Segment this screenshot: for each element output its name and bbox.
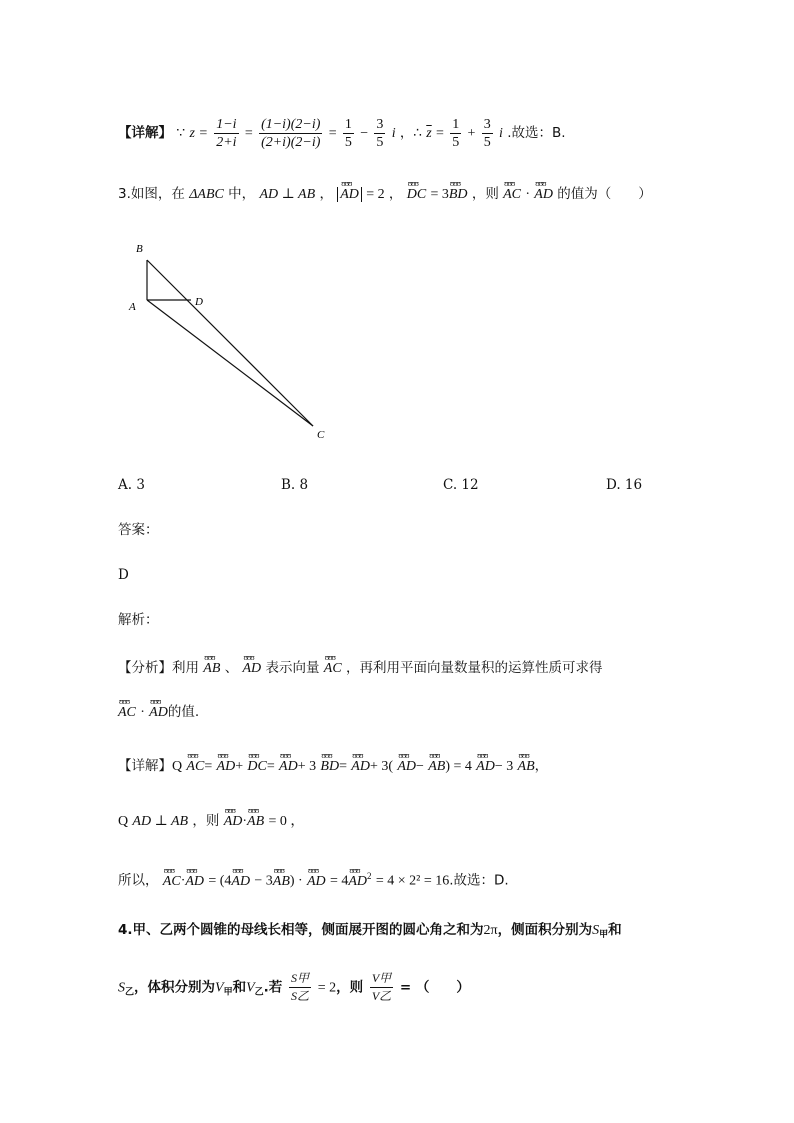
s-symbol: S	[118, 980, 125, 996]
subscript: 乙	[254, 987, 264, 998]
q4-text: 和	[232, 979, 247, 996]
vector: ʊʊʊ AC	[118, 703, 136, 723]
equals-2: = 2	[317, 980, 337, 996]
fraction: $\frac{(1-i)(2-i)}{(2+i)(2-i)}$	[261, 117, 321, 150]
detail-tail: .故选：B.	[507, 125, 566, 141]
q4-text: ，则	[336, 979, 364, 996]
label-a: A	[129, 301, 136, 313]
formula-lhs: z =	[189, 126, 208, 141]
operator: ，	[534, 758, 549, 774]
analysis-line-1	[118, 658, 602, 679]
equals-2: = 2	[366, 187, 385, 202]
s-symbol: S	[592, 923, 600, 938]
detail-tail: .故选：D.	[449, 872, 509, 889]
vector: ʊʊʊ AD	[307, 872, 326, 892]
minus: −	[360, 126, 369, 141]
operator: = (4	[208, 873, 232, 889]
detail-label: 【详解】	[118, 758, 172, 774]
analysis-text: 表示向量	[265, 660, 320, 676]
q3-text: 的值为（ ）	[557, 186, 652, 202]
vector: ʊʊʊ BD	[449, 185, 468, 205]
operator: − 3	[254, 873, 273, 889]
q3-prefix: 3.如图，在	[118, 186, 185, 202]
operator: = 4	[329, 873, 349, 889]
vector: ʊʊʊ AC	[324, 659, 342, 679]
answer-label: 答案：	[118, 522, 159, 538]
vector: ʊʊʊ DC	[247, 757, 266, 777]
operator: =	[204, 759, 213, 774]
q-symbol: Q	[172, 759, 183, 774]
operator: ) = 4	[445, 759, 472, 774]
q4-text: .若	[263, 979, 283, 996]
analysis-tag: 【分析】	[118, 660, 172, 676]
analysis-line-2	[118, 702, 199, 723]
v-symbol: V	[215, 980, 224, 996]
analysis-text: 、	[224, 660, 239, 676]
vector: ʊʊʊ AD	[224, 812, 243, 832]
q3-text: ，	[388, 186, 403, 202]
detail-line-2	[118, 756, 548, 777]
vector: ʊʊʊ AB	[273, 872, 290, 892]
vector: ʊʊʊ DC	[407, 185, 426, 205]
vector: ʊʊʊ AB	[203, 659, 220, 679]
operator: =	[339, 759, 347, 774]
detail-line-4	[118, 866, 509, 892]
dot: ·	[140, 705, 145, 720]
detail-text: = 0 ，	[268, 814, 305, 829]
analysis-text: 利用	[172, 660, 199, 676]
fraction: $\frac{\text{V甲}}{\text{V乙}}$	[371, 971, 392, 1003]
detail-line-1	[118, 116, 566, 151]
vector: ʊʊʊ AD	[340, 185, 359, 205]
vector: ʊʊʊ AD	[476, 757, 495, 777]
perp-condition: AD ⊥ AB	[132, 814, 189, 829]
dot: ·	[242, 814, 248, 829]
vector: ʊʊʊ AC	[503, 185, 521, 205]
operator: =	[266, 759, 275, 774]
q4-text: = （ ）	[399, 979, 470, 996]
fraction: $\frac{3}{5}$	[376, 117, 384, 150]
vector: ʊʊʊ AD	[534, 185, 553, 205]
perp-condition: AD ⊥ AB	[259, 187, 316, 202]
triangle-figure	[125, 238, 345, 448]
vector: ʊʊʊ AD	[185, 872, 204, 892]
operator: +	[235, 759, 244, 774]
analysis-label: 解析：	[118, 612, 159, 628]
segment-bc	[147, 260, 313, 426]
analysis-text: 的值.	[167, 704, 200, 720]
vector: ʊʊʊ AD	[243, 659, 262, 679]
vector: ʊʊʊ AD	[279, 757, 298, 777]
question-4-line-1	[118, 920, 622, 945]
label-d: D	[195, 296, 203, 308]
q3-text: 中，	[228, 186, 256, 202]
question-4-line-2	[118, 970, 470, 1005]
vector: ʊʊʊ BD	[320, 757, 339, 777]
operator: = 4 × 2² = 16	[375, 873, 450, 889]
detail-2-expression	[186, 758, 548, 774]
q3-text: ，	[319, 186, 333, 202]
therefore: ，∴	[399, 125, 422, 141]
vector: ʊʊʊ AD	[231, 872, 250, 892]
vector: ʊʊʊ AC	[163, 872, 181, 892]
segment-ac	[147, 300, 313, 426]
operator: ) ·	[289, 873, 303, 889]
question-3	[118, 184, 652, 205]
vector: ʊʊʊ AD	[149, 703, 168, 723]
vector: ʊʊʊ AB	[518, 757, 535, 777]
abs-value	[337, 187, 362, 202]
z-conjugate: $\overline{z}$	[426, 126, 432, 141]
fraction: $\frac{1}{5}$	[344, 117, 352, 150]
operator: + 3(	[369, 759, 394, 774]
q4-text: ，侧面积分别为	[497, 922, 593, 938]
vector: ʊʊʊ AD	[351, 757, 370, 777]
q-symbol: Q	[118, 814, 129, 829]
choice-d[interactable]: D. 16	[606, 477, 643, 493]
operator: + 3	[297, 759, 317, 774]
subscript: 甲	[223, 987, 233, 998]
operator: − 3	[494, 759, 514, 774]
analysis-text: ，再利用平面向量数量积的运算性质可求得	[345, 660, 603, 676]
label-c: C	[317, 429, 325, 441]
q3-text: ，则	[471, 186, 499, 202]
v-symbol: V	[246, 980, 255, 996]
dot: ·	[180, 873, 186, 889]
subscript: 甲	[599, 930, 609, 940]
operator: −	[416, 759, 424, 774]
exponent: 2	[367, 871, 372, 881]
vector: ʊʊʊ AD	[348, 872, 367, 892]
subscript: 乙	[125, 987, 135, 998]
two-pi: 2π	[483, 923, 498, 938]
q4-text: 4.甲、乙两个圆锥的母线长相等，侧面展开图的圆心角之和为	[118, 922, 484, 938]
equals: =	[244, 126, 253, 141]
equals: =	[328, 126, 337, 141]
triangle: ΔABC	[189, 187, 224, 202]
dot: ·	[525, 187, 530, 202]
vector: ʊʊʊ AB	[428, 757, 445, 777]
fraction: $\frac{1}{5}$	[452, 117, 460, 150]
answer-value: D	[118, 567, 129, 583]
imag-unit: i	[499, 126, 503, 141]
vector: ʊʊʊ AD	[217, 757, 236, 777]
detail-label: 【详解】	[118, 125, 172, 141]
plus: +	[467, 126, 476, 141]
equals: =	[436, 126, 444, 141]
imag-unit: i	[391, 126, 396, 141]
vector: ʊʊʊ AC	[186, 757, 204, 777]
fraction: $\frac{1-i}{2+i}$	[216, 117, 237, 150]
q4-text: 和	[608, 922, 622, 938]
equals-3: = 3	[430, 187, 449, 202]
detail-text: 所以，	[118, 872, 159, 889]
fraction: $\frac{\text{S甲}}{\text{S乙}}$	[291, 971, 310, 1003]
vector: ʊʊʊ AB	[247, 812, 264, 832]
choice-c[interactable]: C. 12	[443, 477, 479, 493]
choice-b[interactable]: B. 8	[281, 477, 309, 493]
detail-line-3	[118, 811, 304, 832]
label-b: B	[136, 243, 143, 255]
detail-text: ，则	[192, 813, 220, 829]
q4-text: ，体积分别为	[134, 979, 216, 996]
vector: ʊʊʊ AD	[397, 757, 416, 777]
fraction: $\frac{3}{5}$	[483, 117, 491, 150]
because-symbol: ∵	[176, 126, 186, 141]
choice-a[interactable]: A. 3	[118, 477, 145, 493]
